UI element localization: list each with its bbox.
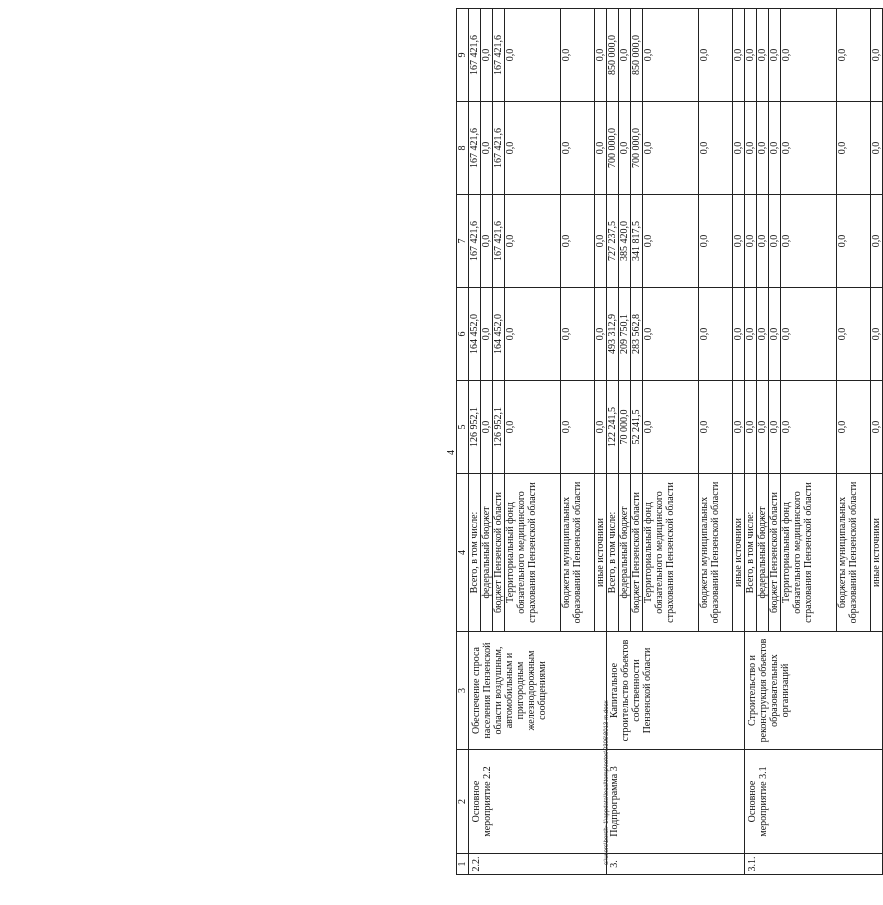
amount-cell-6: 164 452,0 [469,288,481,381]
funding-source-cell: бюджеты муниципальных образований Пензенской области [561,474,595,632]
funding-source-cell: бюджет Пензенской области [493,474,505,632]
amount-cell-6: 0,0 [781,288,837,381]
amount-cell-9: 167 421,6 [493,9,505,102]
amount-cell-8: 0,0 [769,102,781,195]
col-number-3: 3 [457,632,469,750]
amount-cell-9: 0,0 [619,9,631,102]
amount-cell-5: 0,0 [733,381,745,474]
amount-cell-8: 0,0 [595,102,607,195]
measure-name-cell: Основное мероприятие 3.1 [745,750,883,854]
amount-cell-7: 167 421,6 [469,195,481,288]
amount-cell-9: 0,0 [781,9,837,102]
funding-source-cell: иные источники [595,474,607,632]
funding-source-cell: Всего, в том числе: [745,474,757,632]
amount-cell-6: 209 750,1 [619,288,631,381]
amount-cell-6: 0,0 [871,288,883,381]
measure-description-cell: Капитальное строительство объектов собственности Пензенской области [607,632,745,750]
funding-source-cell: федеральный бюджет [619,474,631,632]
amount-cell-7: 0,0 [595,195,607,288]
amount-cell-7: 0,0 [505,195,561,288]
amount-cell-8: 167 421,6 [493,102,505,195]
amount-cell-7: 727 237,5 [607,195,619,288]
col-number-8: 8 [457,102,469,195]
col-number-9: 9 [457,9,469,102]
amount-cell-5: 0,0 [781,381,837,474]
table-row [745,9,757,875]
amount-cell-6: 0,0 [699,288,733,381]
amount-cell-6: 164 452,0 [493,288,505,381]
funding-source-cell: Территориальный фонд обязательного медицинского страхования Пензенской области [643,474,699,632]
amount-cell-9: 0,0 [757,9,769,102]
col-number-7: 7 [457,195,469,288]
amount-cell-9: 0,0 [733,9,745,102]
amount-cell-7: 0,0 [769,195,781,288]
amount-cell-5: 0,0 [595,381,607,474]
amount-cell-6: 0,0 [769,288,781,381]
amount-cell-6: 0,0 [733,288,745,381]
amount-cell-9: 0,0 [561,9,595,102]
amount-cell-6: 493 312,9 [607,288,619,381]
col-number-6: 6 [457,288,469,381]
row-number-cell: 3. [607,854,745,875]
funding-source-cell: бюджеты муниципальных образований Пензенской области [837,474,871,632]
amount-cell-8: 0,0 [643,102,699,195]
amount-cell-7: 0,0 [757,195,769,288]
measure-name-cell: Подпрограмма 3 [607,750,745,854]
funding-source-cell: Территориальный фонд обязательного медицинского страхования Пензенской области [781,474,837,632]
amount-cell-7: 0,0 [733,195,745,288]
col-number-2: 2 [457,750,469,854]
measure-name-cell: Основное мероприятие 2.2 [469,750,607,854]
amount-cell-8: 0,0 [699,102,733,195]
funding-source-cell: федеральный бюджет [757,474,769,632]
amount-cell-9: 0,0 [837,9,871,102]
amount-cell-6: 0,0 [561,288,595,381]
amount-cell-8: 700 000,0 [607,102,619,195]
budget-table [456,8,883,875]
amount-cell-5: 0,0 [837,381,871,474]
amount-cell-5: 0,0 [505,381,561,474]
amount-cell-8: 0,0 [619,102,631,195]
funding-source-cell: иные источники [871,474,883,632]
amount-cell-7: 0,0 [871,195,883,288]
amount-cell-7: 341 817,5 [631,195,643,288]
amount-cell-8: 0,0 [871,102,883,195]
amount-cell-5: 126 952,1 [469,381,481,474]
amount-cell-8: 0,0 [505,102,561,195]
amount-cell-7: 385 420,0 [619,195,631,288]
amount-cell-8: 700 000,0 [631,102,643,195]
amount-cell-8: 0,0 [781,102,837,195]
col-number-4: 4 [457,474,469,632]
amount-cell-9: 0,0 [769,9,781,102]
amount-cell-8: 0,0 [745,102,757,195]
col-number-5: 5 [457,381,469,474]
table-row [469,9,481,875]
funding-source-cell: бюджет Пензенской области [769,474,781,632]
amount-cell-9: 0,0 [505,9,561,102]
funding-source-cell: Всего, в том числе: [469,474,481,632]
amount-cell-7: 0,0 [561,195,595,288]
amount-cell-5: 0,0 [561,381,595,474]
amount-cell-6: 0,0 [745,288,757,381]
amount-cell-7: 0,0 [781,195,837,288]
amount-cell-9: 0,0 [595,9,607,102]
amount-cell-7: 0,0 [837,195,871,288]
amount-cell-9: 850 000,0 [607,9,619,102]
amount-cell-9: 0,0 [481,9,493,102]
amount-cell-6: 0,0 [481,288,493,381]
amount-cell-9: 0,0 [643,9,699,102]
col-number-1: 1 [457,854,469,875]
amount-cell-5: 0,0 [745,381,757,474]
amount-cell-5: 0,0 [757,381,769,474]
amount-cell-8: 0,0 [757,102,769,195]
amount-cell-7: 0,0 [699,195,733,288]
amount-cell-5: 0,0 [871,381,883,474]
column-number-row [457,9,469,875]
funding-source-cell: бюджеты муниципальных образований Пензенской области [699,474,733,632]
funding-source-cell: Всего, в том числе: [607,474,619,632]
amount-cell-7: 167 421,6 [493,195,505,288]
funding-source-cell: федеральный бюджет [481,474,493,632]
amount-cell-5: 0,0 [769,381,781,474]
row-number-cell: 2.2. [469,854,607,875]
amount-cell-5: 122 241,5 [607,381,619,474]
amount-cell-5: 0,0 [699,381,733,474]
amount-cell-5: 0,0 [481,381,493,474]
funding-source-cell: Территориальный фонд обязательного медицинского страхования Пензенской области [505,474,561,632]
amount-cell-9: 0,0 [871,9,883,102]
amount-cell-8: 167 421,6 [469,102,481,195]
amount-cell-6: 0,0 [837,288,871,381]
amount-cell-8: 0,0 [837,102,871,195]
file-path-footer: c:\users\borsh~1\appdata\local\temp\notes\0306\8013-m.docx [604,700,610,865]
amount-cell-8: 0,0 [733,102,745,195]
funding-source-cell: иные источники [733,474,745,632]
amount-cell-5: 0,0 [643,381,699,474]
amount-cell-9: 0,0 [699,9,733,102]
amount-cell-5: 126 952,1 [493,381,505,474]
measure-description-cell: Обеспечение спроса населения Пензенской области воздушным, автомобильным и пригородным железнодорожным сообщениями [469,632,607,750]
amount-cell-5: 70 000,0 [619,381,631,474]
amount-cell-9: 167 421,6 [469,9,481,102]
amount-cell-8: 0,0 [561,102,595,195]
amount-cell-9: 850 000,0 [631,9,643,102]
row-number-cell: 3.1. [745,854,883,875]
amount-cell-6: 0,0 [757,288,769,381]
amount-cell-6: 0,0 [595,288,607,381]
table-body [457,9,883,875]
amount-cell-7: 0,0 [481,195,493,288]
funding-source-cell: бюджет Пензенской области [631,474,643,632]
measure-description-cell: Строительство и реконструкция объектов образовательных организаций [745,632,883,750]
amount-cell-7: 0,0 [745,195,757,288]
amount-cell-8: 0,0 [481,102,493,195]
page-number: 4 [446,450,457,455]
amount-cell-7: 0,0 [643,195,699,288]
amount-cell-9: 0,0 [745,9,757,102]
amount-cell-5: 52 241,5 [631,381,643,474]
amount-cell-6: 0,0 [643,288,699,381]
amount-cell-6: 283 562,8 [631,288,643,381]
amount-cell-6: 0,0 [505,288,561,381]
